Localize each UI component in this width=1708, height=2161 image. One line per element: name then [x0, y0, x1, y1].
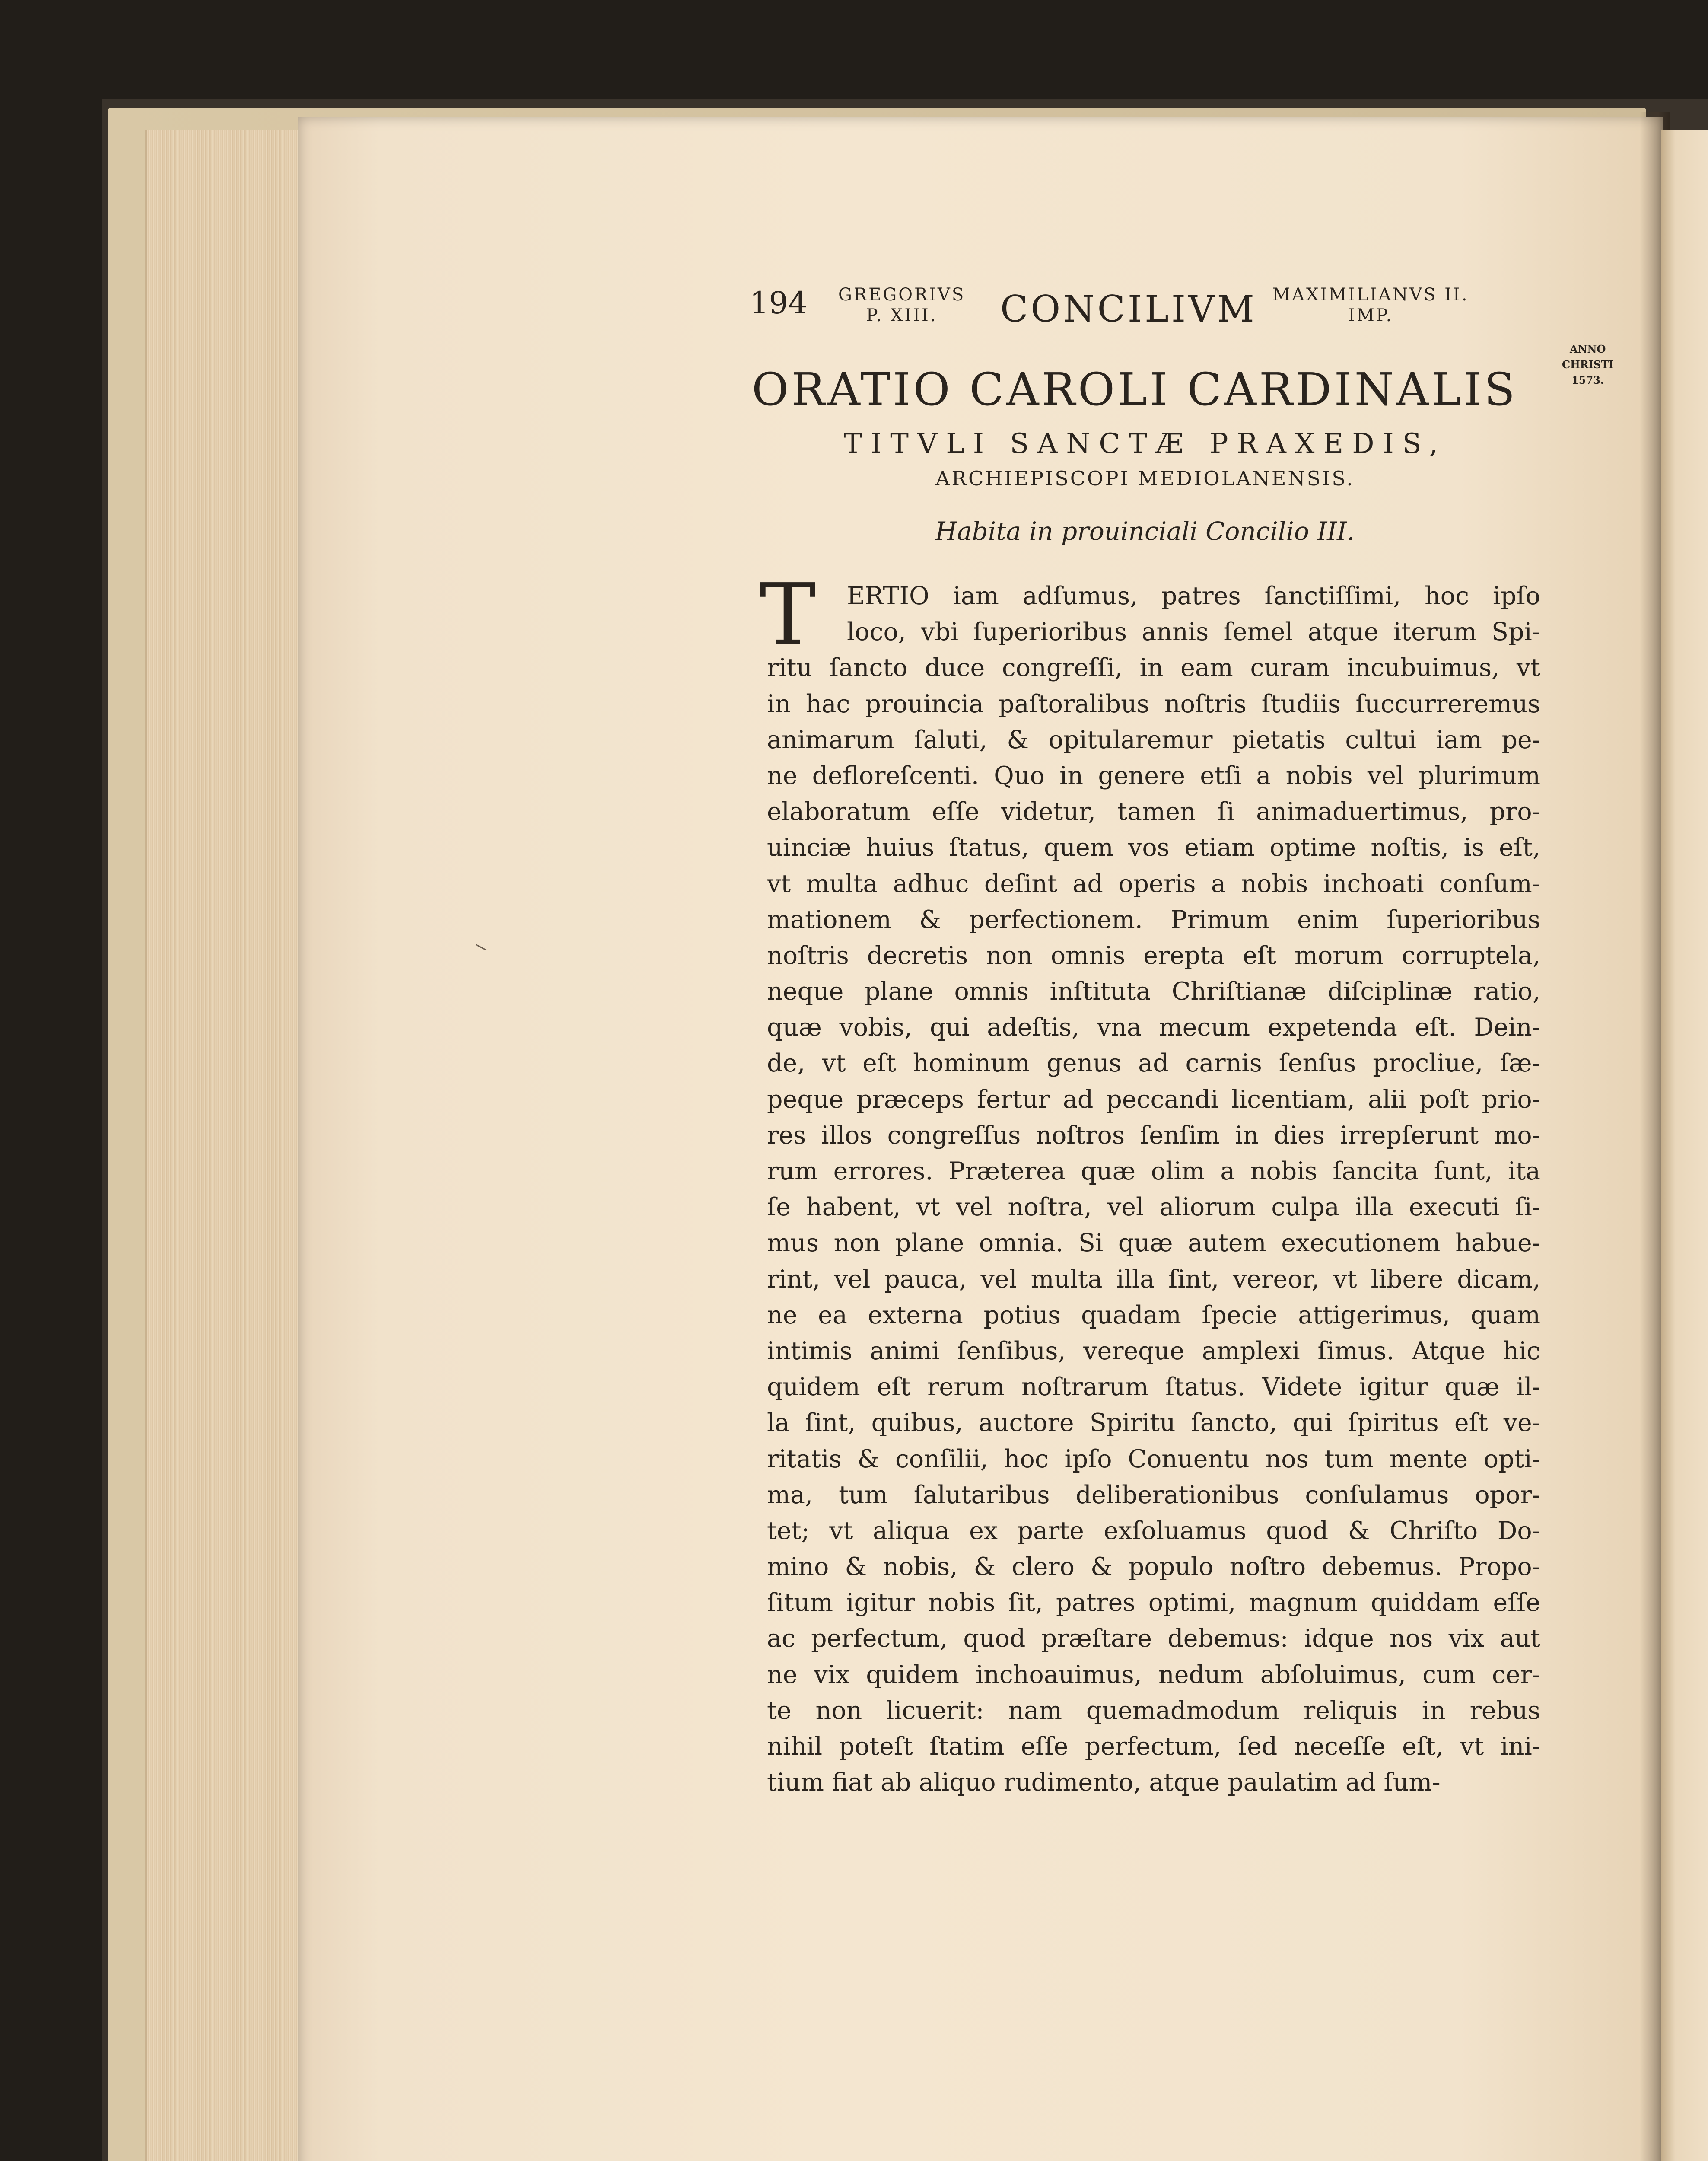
- running-header-right: MAXIMILIANVS II. IMP.: [1272, 285, 1469, 325]
- running-header-left: GREGORIVS P. XIII.: [838, 285, 966, 325]
- text-line: res illos congreſſus noſtros ſenſim in dies irrepſerunt mo-: [767, 1121, 1540, 1150]
- text-line: ne defloreſcenti. Quo in genere etſi a nobis vel plurimum: [767, 761, 1540, 790]
- text-line: uinciæ huius ſtatus, quem vos etiam optime noſtis, is eſt,: [767, 833, 1540, 862]
- oration-office: ARCHIEPISCOPI MEDIOLANENSIS.: [935, 467, 1355, 490]
- text-line: mus non plane omnia. Si quæ autem executionem habue-: [767, 1229, 1540, 1258]
- text-line: rum errores. Præterea quæ olim a nobis ſancita ſunt, ita: [767, 1157, 1540, 1186]
- body-text: [767, 578, 1540, 1801]
- text-line: noſtris decretis non omnis erepta eſt morum corruptela,: [767, 941, 1540, 970]
- text-line: intimis animi ſenſibus, vereque amplexi ſimus. Atque hic: [767, 1336, 1540, 1365]
- text-line: ERTIO iam adſumus, patres ſanctiſſimi, hoc ipſo: [847, 582, 1540, 610]
- text-line: quidem eſt rerum noſtrarum ſtatus. Videte igitur quæ il-: [767, 1373, 1540, 1402]
- text-line: tet; vt aliqua ex parte exſoluamus quod & Chriſto Do-: [767, 1516, 1540, 1545]
- text-line: neque plane omnis inſtituta Chriſtianæ diſciplinæ ratio,: [767, 977, 1540, 1006]
- text-line: nihil poteſt ſtatim eſſe perfectum, ſed neceſſe eſt, vt ini-: [767, 1732, 1540, 1761]
- margin-note: ANNO CHRISTI 1573.: [1562, 343, 1614, 386]
- text-line: peque præceps fertur ad peccandi licentiam, alii poſt prio-: [767, 1085, 1540, 1114]
- text-line: animarum ſaluti, & opitularemur pietatis cultui iam pe-: [767, 725, 1540, 754]
- text-line: quæ vobis, qui adeſtis, vna mecum expetenda eſt. Dein-: [767, 1013, 1540, 1042]
- page-number: 194: [750, 285, 808, 321]
- text-line: ſe habent, vt vel noſtra, vel aliorum culpa illa executi ſi-: [767, 1193, 1540, 1222]
- text-line: loco, vbi ſuperioribus annis ſemel atque iterum Spi-: [847, 618, 1540, 647]
- oration-subtitle: TITVLI SANCTÆ PRAXEDIS,: [843, 428, 1447, 460]
- text-line: te non licuerit: nam quemadmodum reliquis in rebus: [767, 1696, 1540, 1725]
- text-line: ac perfectum, quod præſtare debemus: idque nos vix aut: [767, 1624, 1540, 1653]
- text-line: elaboratum eſſe videtur, tamen ſi animaduertimus, pro-: [767, 797, 1540, 826]
- text-line: tium fiat ab aliquo rudimento, atque paulatim ad ſum-: [767, 1768, 1441, 1797]
- text-line: vt multa adhuc deſint ad operis a nobis inchoati conſum-: [767, 869, 1540, 898]
- text-line: ne ea externa potius quadam ſpecie attigerimus, quam: [767, 1300, 1540, 1329]
- text-line: mationem & perfectionem. Primum enim ſuperioribus: [767, 905, 1540, 934]
- running-title: CONCILIVM: [1000, 288, 1257, 330]
- text-line: mino & nobis, & clero & populo noſtro debemus. Propo-: [767, 1552, 1540, 1581]
- oration-occasion: Habita in prouinciali Concilio III.: [935, 516, 1355, 546]
- running-header: [750, 280, 1527, 341]
- text-line: de, vt eſt hominum genus ad carnis ſenſus procliue, ſæ-: [767, 1049, 1540, 1078]
- text-line: ritu ſancto duce congreſſi, in eam curam incubuimus, vt: [767, 653, 1540, 682]
- drop-cap: T: [760, 566, 816, 664]
- facing-page-edge: [1661, 130, 1708, 2161]
- text-line: ne vix quidem inchoauimus, nedum abſoluimus, cum cer-: [767, 1660, 1540, 1689]
- text-line: ritatis & conſilii, hoc ipſo Conuentu nos tum mente opti-: [767, 1444, 1540, 1473]
- oration-title: ORATIO CAROLI CARDINALIS: [752, 363, 1518, 416]
- text-line: la ſint, quibus, auctore Spiritu ſancto, qui ſpiritus eſt ve-: [767, 1409, 1540, 1437]
- text-line: rint, vel pauca, vel multa illa ſint, vereor, vt libere dicam,: [767, 1265, 1540, 1294]
- text-line: ſitum igitur nobis ſit, patres optimi, magnum quiddam eſſe: [767, 1588, 1540, 1617]
- text-line: ma, tum ſalutaribus deliberationibus conſulamus opor-: [767, 1480, 1540, 1509]
- text-line: in hac prouincia paſtoralibus noſtris ſtudiis ſuccurreremus: [767, 689, 1540, 718]
- page-edges: [145, 130, 307, 2161]
